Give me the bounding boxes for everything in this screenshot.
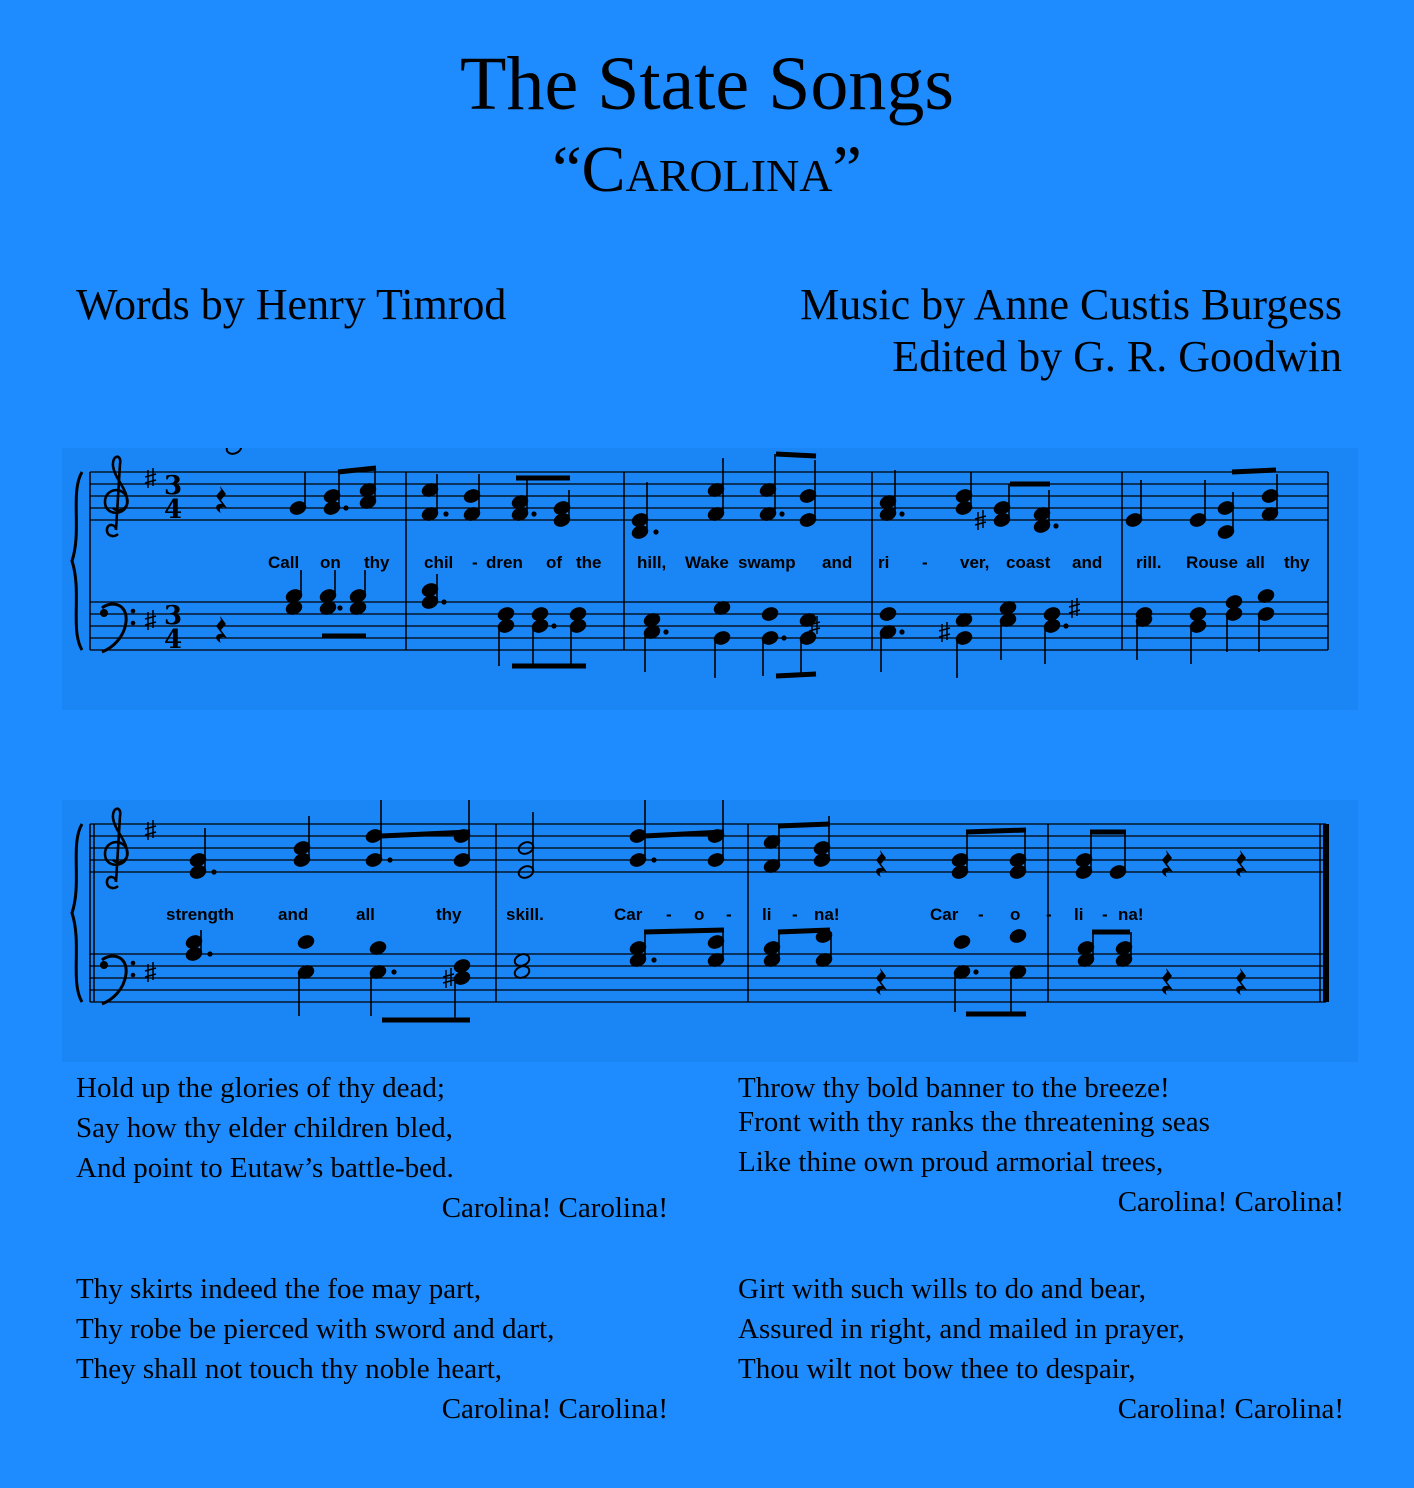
time-signature-bottom: 4 (164, 495, 183, 525)
dot (973, 969, 978, 974)
verse-refrain: Carolina! Carolina! (441, 1393, 668, 1425)
verse-line: Like thine own proud armorial trees, (738, 1146, 1164, 1178)
verse-line: Throw thy bold banner to the breeze! (738, 1072, 1170, 1104)
lyric-syllable: chil (424, 553, 454, 572)
lyric-syllable: - (922, 553, 928, 572)
lyric-syllable: of (546, 553, 563, 572)
verse-line: Front with thy ranks the threatening seas (738, 1106, 1210, 1138)
bass-clef-dot (131, 973, 136, 978)
song-title: “Carolina” (552, 133, 862, 206)
lyric-syllable: - (1046, 905, 1052, 924)
dot (663, 629, 668, 634)
notehead (953, 934, 971, 950)
bass-clef-dot (131, 621, 136, 626)
dot (207, 951, 212, 956)
notehead (1189, 606, 1207, 622)
bass-clef-dot (100, 961, 108, 969)
sharp-sign (145, 468, 156, 488)
verse-line: Assured in right, and mailed in prayer, (738, 1313, 1185, 1345)
dot (531, 511, 536, 516)
lyric-syllable: ri (878, 553, 890, 572)
lyric-syllable: thy (364, 553, 390, 572)
dot (441, 599, 446, 604)
lyric-syllable: na! (814, 905, 840, 924)
notehead (225, 448, 243, 456)
dot (1063, 623, 1068, 628)
dot (387, 857, 392, 862)
lyric-syllable: thy (436, 905, 462, 924)
lyric-syllable: o (1010, 905, 1021, 924)
dot (779, 511, 784, 516)
notehead (1043, 606, 1061, 622)
lyric-syllable: all (356, 905, 375, 924)
dot (899, 629, 904, 634)
notehead (879, 606, 897, 622)
lyric-syllable: and (822, 553, 853, 572)
note-beam (1232, 470, 1276, 472)
lyric-syllable: swamp (738, 553, 796, 572)
notehead (569, 606, 587, 622)
note-beam (778, 824, 830, 826)
lyric-syllable: Call (268, 553, 300, 572)
score-system-1-notation (62, 448, 1358, 710)
note-beam (778, 930, 830, 932)
notehead (761, 606, 779, 622)
bass-clef-dot (100, 609, 108, 617)
verse-line: They shall not touch thy noble heart, (76, 1353, 503, 1385)
lyric-syllable: on (320, 553, 341, 572)
notehead (1225, 594, 1243, 610)
quarter-rest (216, 486, 227, 513)
sharp-sign (939, 622, 950, 642)
lyricist-credit: Words by Henry Timrod (76, 280, 507, 329)
quarter-rest (1236, 850, 1247, 877)
verse-line: Girt with such wills to do and bear, (738, 1273, 1146, 1305)
note-beam (776, 674, 816, 676)
verse-line: Thy skirts indeed the foe may part, (76, 1273, 482, 1305)
lyric-syllable: and (278, 905, 309, 924)
quarter-rest (1162, 968, 1173, 995)
score-system-1 (62, 448, 1358, 710)
dot (781, 635, 786, 640)
verse-3 (738, 1068, 1344, 1222)
lyrics-line-2 (62, 903, 1358, 927)
bass-clef-dot (131, 961, 136, 966)
lyric-syllable: hill, (637, 553, 667, 572)
dot (337, 605, 342, 610)
sharp-sign (145, 820, 156, 840)
lyric-syllable: - (792, 905, 798, 924)
verse-line: Thy robe be pierced with sword and dart, (76, 1313, 555, 1345)
lyric-syllable: Rouse (1186, 553, 1238, 572)
verse-line: Say how thy elder children bled, (76, 1112, 453, 1144)
dot (899, 511, 904, 516)
notehead (297, 934, 315, 950)
verse-refrain: Carolina! Carolina! (1117, 1393, 1344, 1425)
lyric-syllable: dren (486, 553, 523, 572)
lyric-syllable: Car (930, 905, 959, 924)
sharp-sign (1069, 598, 1080, 618)
dot (211, 869, 216, 874)
dot (653, 529, 658, 534)
lyric-syllable: strength (166, 905, 234, 924)
editor-credit: Edited by G. R. Goodwin (892, 332, 1342, 381)
verse-2 (76, 1068, 668, 1228)
verse-5 (738, 1269, 1344, 1429)
dot (343, 505, 348, 510)
sharp-sign (145, 962, 156, 982)
verse-line: Hold up the glories of thy dead; (76, 1072, 445, 1104)
page-title: The State Songs (460, 42, 954, 126)
dot (651, 857, 656, 862)
verse-4 (76, 1269, 668, 1429)
quarter-rest (216, 616, 227, 643)
notehead (531, 606, 549, 622)
score-system-2-notation (62, 800, 1358, 1062)
composer-credit: Music by Anne Custis Burgess (800, 280, 1342, 329)
notehead (1009, 928, 1027, 944)
score-system-2 (62, 800, 1358, 1062)
lyric-syllable: skill. (506, 905, 544, 924)
lyric-syllable: na! (1118, 905, 1144, 924)
lyric-syllable: - (726, 905, 732, 924)
lyric-syllable: rill. (1136, 553, 1162, 572)
note-beam (776, 454, 816, 456)
lyric-syllable: all (1246, 553, 1265, 572)
lyric-syllable: thy (1284, 553, 1310, 572)
dot (391, 969, 396, 974)
lyric-syllable: and (1072, 553, 1103, 572)
lyric-syllable: o (694, 905, 705, 924)
dot (651, 957, 656, 962)
lyric-syllable: - (1102, 905, 1108, 924)
time-signature-top: 3 (164, 601, 183, 631)
lyric-syllable: li (1074, 905, 1084, 924)
note-beam (966, 830, 1026, 832)
lyric-syllable: Wake (685, 553, 729, 572)
sharp-sign (145, 610, 156, 630)
lyric-syllable: - (666, 905, 672, 924)
verse-refrain: Carolina! Carolina! (1117, 1186, 1344, 1218)
lyrics-line-1 (62, 551, 1358, 575)
bass-clef-dot (131, 609, 136, 614)
verse-line: And point to Eutaw’s battle-bed. (76, 1152, 454, 1184)
notehead (497, 606, 515, 622)
lyric-syllable: ver, (960, 553, 990, 572)
quarter-rest (876, 850, 887, 877)
verse-line: Thou wilt not bow thee to despair, (738, 1353, 1136, 1385)
quarter-rest (1236, 968, 1247, 995)
lyric-syllable: - (472, 553, 478, 572)
time-signature-bottom: 4 (164, 625, 183, 655)
dot (1053, 523, 1058, 528)
quarter-rest (1162, 850, 1173, 877)
lyric-syllable: Car (614, 905, 643, 924)
dot (551, 623, 556, 628)
verse-refrain: Carolina! Carolina! (441, 1192, 668, 1224)
time-signature-top: 3 (164, 471, 183, 501)
note-beam (644, 930, 724, 932)
notehead (453, 958, 471, 974)
lyric-syllable: the (576, 553, 602, 572)
lyric-syllable: coast (1006, 553, 1051, 572)
lyric-syllable: li (762, 905, 772, 924)
dot (443, 511, 448, 516)
lyric-syllable: - (978, 905, 984, 924)
quarter-rest (876, 968, 887, 995)
